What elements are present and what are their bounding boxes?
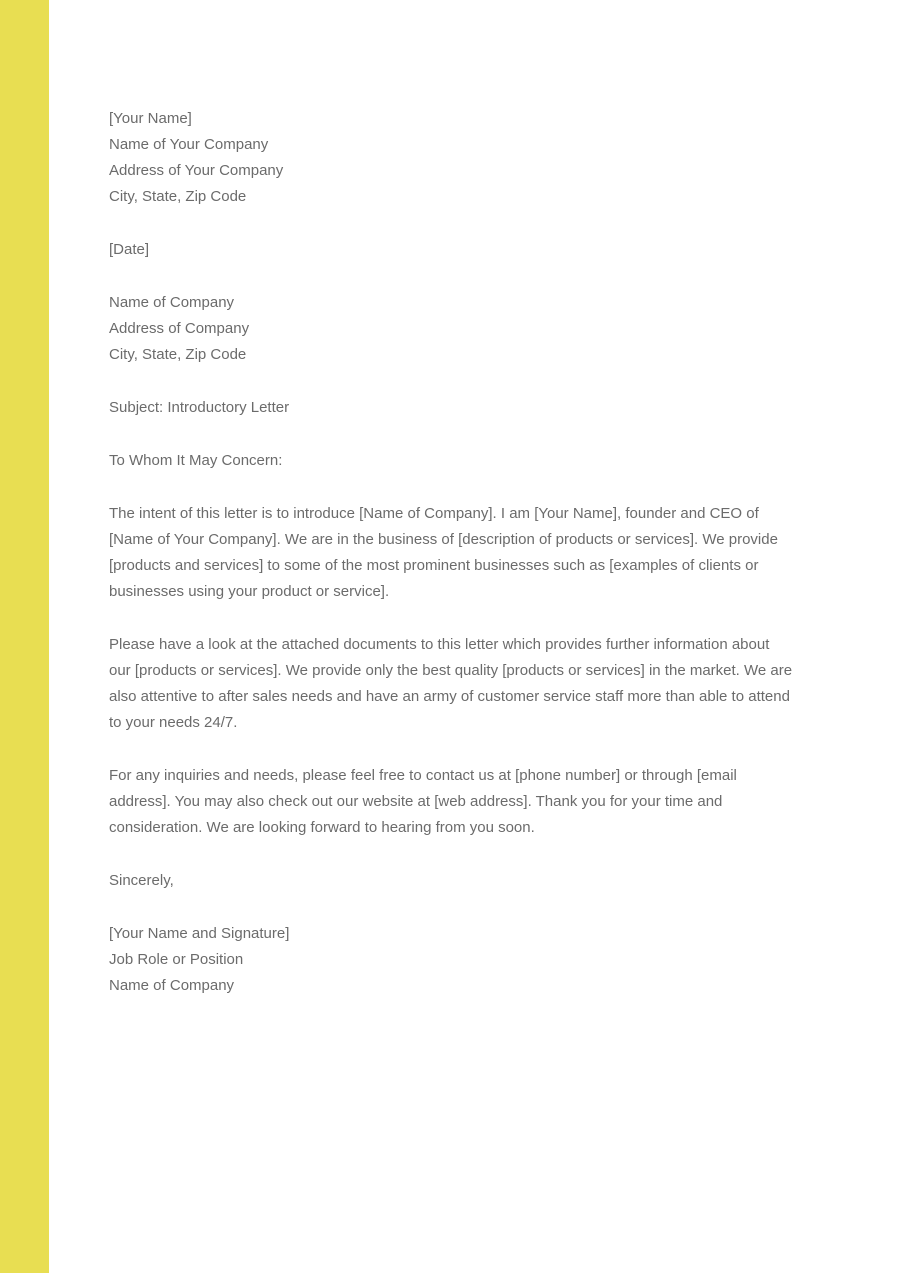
signature-job-role: Job Role or Position — [109, 951, 244, 968]
recipient-city-state-zip: City, State, Zip Code — [109, 346, 247, 363]
body-paragraph-contact: For any inquiries and needs, please feel free to contact us at [phone number] or through [email address]. You may also check out our website at [web address]. Thank you for your time and consideration. We are looking forward to hearing from you soon. — [109, 767, 737, 836]
salutation-line — [109, 448, 793, 474]
recipient-company: Name of Company — [109, 294, 235, 311]
sender-company: Name of Your Company — [109, 136, 269, 153]
body-paragraph-intro: The intent of this letter is to introduce [Name of Company]. I am [Your Name], founder and CEO of [Name of Your Company]. We are in the business of [description of products or services]. We provide [products and services] to some of the most prominent businesses such as [examples of clients or businesses using your product or service]. — [109, 505, 778, 600]
signature-block — [109, 921, 793, 999]
recipient-street-address: Address of Company — [109, 320, 250, 337]
sender-address-block — [109, 106, 793, 210]
closing-text: Sincerely, — [109, 872, 174, 889]
body-paragraph-details: Please have a look at the attached documents to this letter which provides further information about our [products or services]. We provide only the best quality [products or services] in the market. We are also attentive to after sales needs and have an army of customer service staff more than able to attend to your needs 24/7. — [109, 636, 793, 731]
sender-city-state-zip: City, State, Zip Code — [109, 188, 247, 205]
salutation-text: To Whom It May Concern: — [109, 452, 283, 469]
date-value: [Date] — [109, 241, 150, 258]
subject-text: Subject: Introductory Letter — [109, 399, 290, 416]
signature-name: [Your Name and Signature] — [109, 925, 290, 942]
date-line — [109, 237, 793, 263]
signature-company: Name of Company — [109, 977, 235, 994]
subject-line — [109, 395, 793, 421]
sender-street-address: Address of Your Company — [109, 162, 284, 179]
letter-content — [109, 106, 793, 1026]
recipient-address-block — [109, 290, 793, 368]
sender-name: [Your Name] — [109, 110, 192, 127]
left-accent-stripe — [0, 0, 49, 1273]
closing-line — [109, 868, 793, 894]
